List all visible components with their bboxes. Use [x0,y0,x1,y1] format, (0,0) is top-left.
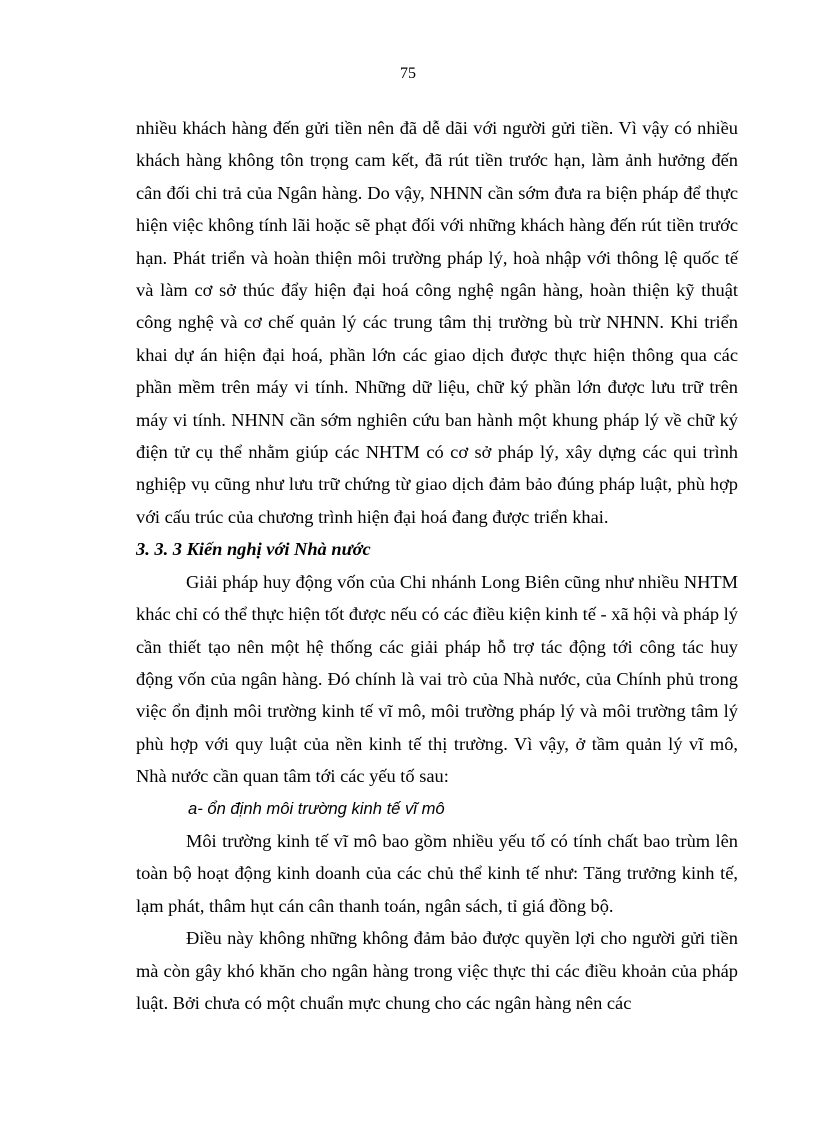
paragraph-continuation: nhiều khách hàng đến gửi tiền nên đã dễ dãi với người gửi tiền. Vì vậy có nhiều khách hàng không tôn trọng cam kết, đã rút tiền trước hạn, làm ảnh hưởng đến cân đối chi trả của Ngân hàng. Do vậy, NHNN cần sớm đưa ra biện pháp để thực hiện việc không tính lãi hoặc sẽ phạt đối với những khách hàng đến rút tiền trước hạn. Phát triển và hoàn thiện môi trường pháp lý, hoà nhập với thông lệ quốc tế và làm cơ sở thúc đẩy hiện đại hoá công nghệ ngân hàng, hoàn thiện kỹ thuật công nghệ và cơ chế quản lý các trung tâm thị trường bù trừ NHNN. Khi triển khai dự án hiện đại hoá, phần lớn các giao dịch được thực hiện thông qua các phần mềm trên máy vi tính. Những dữ liệu, chữ ký phần lớn được lưu trữ trên máy vi tính. NHNN cần sớm nghiên cứu ban hành một khung pháp lý về chữ ký điện tử cụ thể nhằm giúp các NHTM có cơ sở pháp lý, xây dựng các qui trình nghiệp vụ cũng như lưu trữ chứng từ giao dịch đảm bảo đúng pháp luật, phù hợp với cấu trúc của chương trình hiện đại hoá đang được triển khai. [136,118,738,527]
paragraph-intro: Giải pháp huy động vốn của Chi nhánh Long Biên cũng như nhiều NHTM khác chỉ có thể thực hiện tốt được nếu có các điều kiện kinh tế - xã hội và pháp lý cần thiết tạo nên một hệ thống các giải pháp hỗ trợ tác động tới công tác huy động vốn của ngân hàng. Đó chính là vai trò của Nhà nước, của Chính phủ trong việc ổn định môi trường kinh tế vĩ mô, môi trường pháp lý và môi trường tâm lý phù hợp với quy luật của nền kinh tế thị trường. Vì vậy, ở tầm quản lý vĩ mô, Nhà nước cần quan tâm tới các yếu tố sau: [136,571,738,787]
subsection-heading: a- ổn định môi trường kinh tế vĩ mô [188,798,445,818]
paragraph-depositor-rights: Điều này không những không đảm bảo được quyền lợi cho người gửi tiền mà còn gây khó khăn cho ngân hàng trong việc thực thi các điều khoản của pháp luật. Bởi chưa có một chuẩn mực chung cho các ngân hàng nên các [136,928,738,1013]
section-heading: 3. 3. 3 Kiến nghị với Nhà nước [136,539,371,560]
page-number: 75 [400,65,416,82]
document-body [136,112,738,1019]
paragraph-macro-environment: Môi trường kinh tế vĩ mô bao gồm nhiều yếu tố có tính chất bao trùm lên toàn bộ hoạt động kinh doanh của các chủ thể kinh tế như: Tăng trưởng kinh tế, lạm phát, thâm hụt cán cân thanh toán, ngân sách, tỉ giá đồng bộ. [136,830,738,916]
